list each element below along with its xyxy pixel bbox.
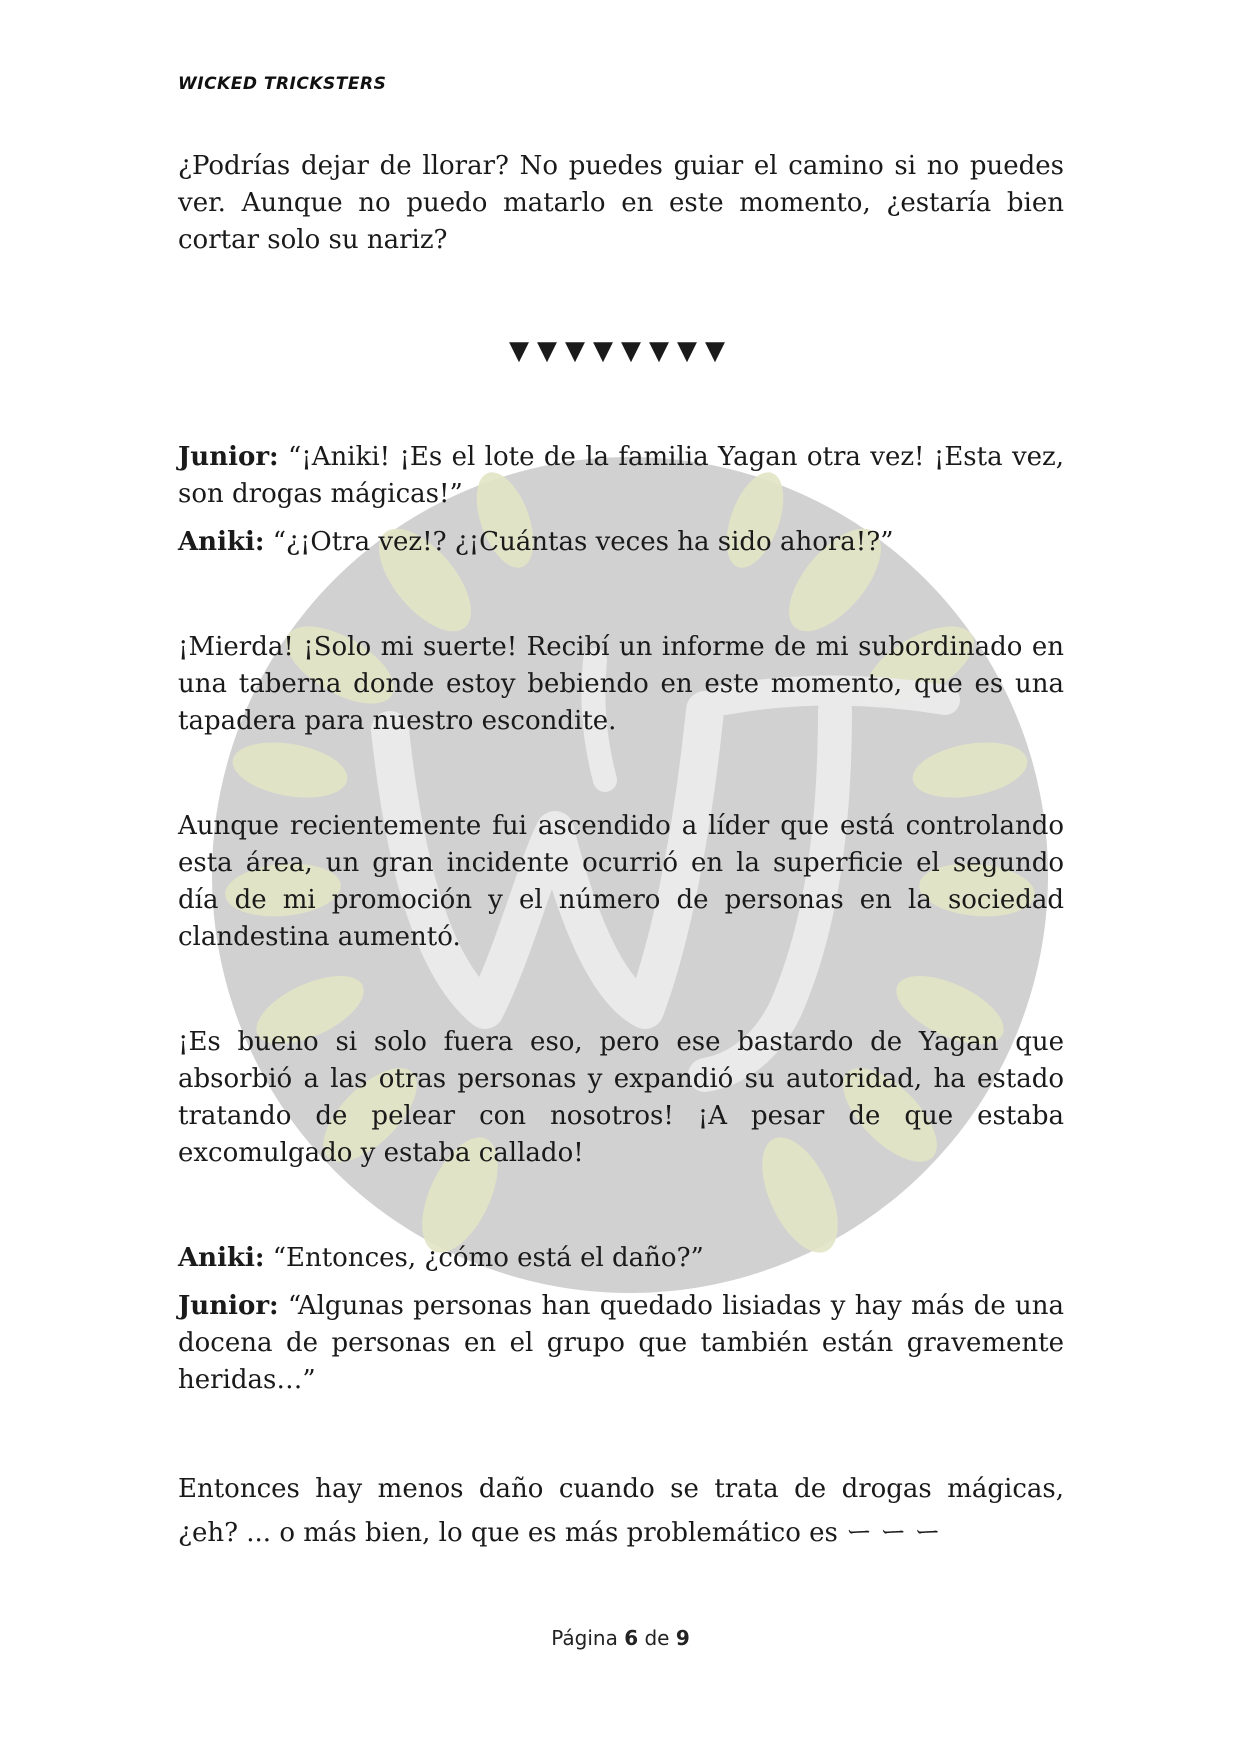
paragraph: ¿Podrías dejar de llorar? No puedes guiar el camino si no puedes ver. Aunque no puedo matarlo en este momento, ¿estaría bien cortar solo su nariz?: [178, 151, 1064, 255]
dialogue-text: “Entonces, ¿cómo está el daño?”: [264, 1243, 704, 1273]
speaker-name: Aniki:: [178, 1243, 265, 1273]
paragraph: Entonces hay menos daño cuando se trata de drogas mágicas, ¿eh? ... o más bien, lo que es más problemático es ー ー ー: [178, 1474, 1064, 1548]
speaker-name: Aniki:: [178, 527, 265, 557]
dialogue-text: “¿¡Otra vez!? ¿¡Cuántas veces ha sido ahora!?”: [264, 527, 894, 557]
total-pages: 9: [675, 1626, 690, 1650]
header-title: WICKED TRICKSTERS: [178, 74, 387, 94]
dialogue-line: [178, 439, 1064, 513]
dialogue-line: [178, 524, 1064, 561]
paragraph: ¡Es bueno si solo fuera eso, pero ese bastardo de Yagan que absorbió a las otras personas y expandió su autoridad, ha estado tratando de pelear con nosotros! ¡A pesar de que estaba excomulgado y estaba callado!: [178, 1027, 1064, 1168]
paragraph: ¡Mierda! ¡Solo mi suerte! Recibí un informe de mi subordinado en una taberna donde estoy bebiendo en este momento, que es una tapadera para nuestro escondite.: [178, 632, 1064, 736]
dialogue-line: [178, 1288, 1064, 1399]
dialogue-text: “Algunas personas han quedado lisiadas y hay más de una docena de personas en el grupo que también están gravemente heridas…”: [178, 1291, 1064, 1395]
page-prefix: Página: [551, 1626, 625, 1650]
page-middle: de: [638, 1626, 676, 1650]
dialogue-text: “¡Aniki! ¡Es el lote de la familia Yagan otra vez! ¡Esta vez, son drogas mágicas!”: [178, 442, 1064, 509]
speaker-name: Junior:: [178, 1291, 279, 1321]
section-divider: ▼▼▼▼▼▼▼▼: [509, 336, 733, 366]
speaker-name: Junior:: [178, 442, 279, 472]
dialogue-line: [178, 1240, 1064, 1277]
page-content: [178, 148, 1064, 1555]
paragraph: Aunque recientemente fui ascendido a líder que está controlando esta área, un gran incidente ocurrió en la superficie el segundo día de mi promoción y el número de personas en la sociedad clandestina aumentó.: [178, 811, 1064, 952]
page-number: [0, 1626, 1241, 1650]
current-page: 6: [624, 1626, 639, 1650]
